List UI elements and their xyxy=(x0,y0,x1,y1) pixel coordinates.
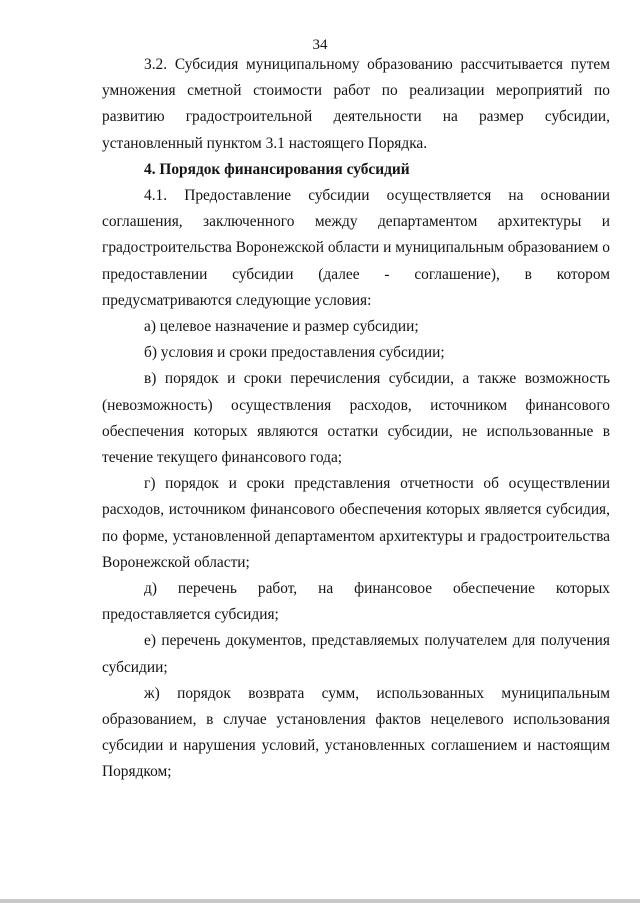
text-line: умножения сметной стоимости работ по реализации мероприятий по xyxy=(102,82,610,100)
list-item-a xyxy=(102,314,610,340)
list-item-g xyxy=(102,471,610,576)
text-line: (невозможность) осуществления расходов, источником финансового xyxy=(102,396,610,414)
document-body xyxy=(102,52,610,786)
section-heading: 4. Порядок финансирования субсидий xyxy=(144,160,410,178)
text-line: субсидии и нарушения условий, установленных соглашением и настоящим xyxy=(102,737,610,755)
text-line: развитию градостроительной деятельности на размер субсидии, xyxy=(102,108,610,126)
text-line: предоставлении субсидии (далее - соглашение), в котором xyxy=(102,265,610,283)
text-line: течение текущего финансового года; xyxy=(102,449,343,467)
text-line: соглашения, заключенного между департаментом архитектуры и xyxy=(102,213,610,231)
text-line: е) перечень документов, представляемых получателем для получения xyxy=(144,632,610,650)
text-line: установленный пунктом 3.1 настоящего Порядка. xyxy=(102,134,428,152)
text-line: субсидии; xyxy=(102,658,168,676)
text-line: г) порядок и сроки представления отчетности об осуществлении xyxy=(144,475,610,493)
text-line: предоставляется субсидия; xyxy=(102,606,279,624)
text-line: а) целевое назначение и размер субсидии; xyxy=(144,318,419,336)
text-line: ж) порядок возврата сумм, использованных муниципальным xyxy=(144,684,610,702)
text-line: градостроительства Воронежской области и муниципальным образованием о xyxy=(102,239,610,257)
text-line: Порядком; xyxy=(102,763,172,781)
text-line: в) порядок и сроки перечисления субсидии, а также возможность xyxy=(144,370,610,388)
text-line: 4.1. Предоставление субсидии осуществляется на основании xyxy=(144,187,610,205)
page-number: 34 xyxy=(312,37,328,53)
list-item-v xyxy=(102,366,610,471)
list-item-zh xyxy=(102,681,610,786)
text-line: 3.2. Субсидия муниципальному образованию рассчитывается путем xyxy=(144,56,610,73)
text-line: расходов, источником финансового обеспечения которых является субсидия, xyxy=(102,501,610,519)
paragraph-4-1 xyxy=(102,183,610,314)
scan-bottom-edge xyxy=(0,899,640,903)
paragraph-3-2 xyxy=(102,52,610,157)
list-item-e xyxy=(102,628,610,680)
list-item-b xyxy=(102,340,610,366)
text-line: д) перечень работ, на финансовое обеспечение которых xyxy=(144,580,610,598)
text-line: предусматриваются следующие условия: xyxy=(102,291,372,309)
text-line: Воронежской области; xyxy=(102,553,250,571)
text-line: б) условия и сроки предоставления субсидии; xyxy=(144,344,445,362)
text-line: по форме, установленной департаментом архитектуры и градостроительства xyxy=(102,527,610,545)
text-line: образованием, в случае установления фактов нецелевого использования xyxy=(102,711,610,729)
list-item-d xyxy=(102,576,610,628)
text-line: обеспечения которых являются остатки субсидии, не использованные в xyxy=(102,422,610,440)
